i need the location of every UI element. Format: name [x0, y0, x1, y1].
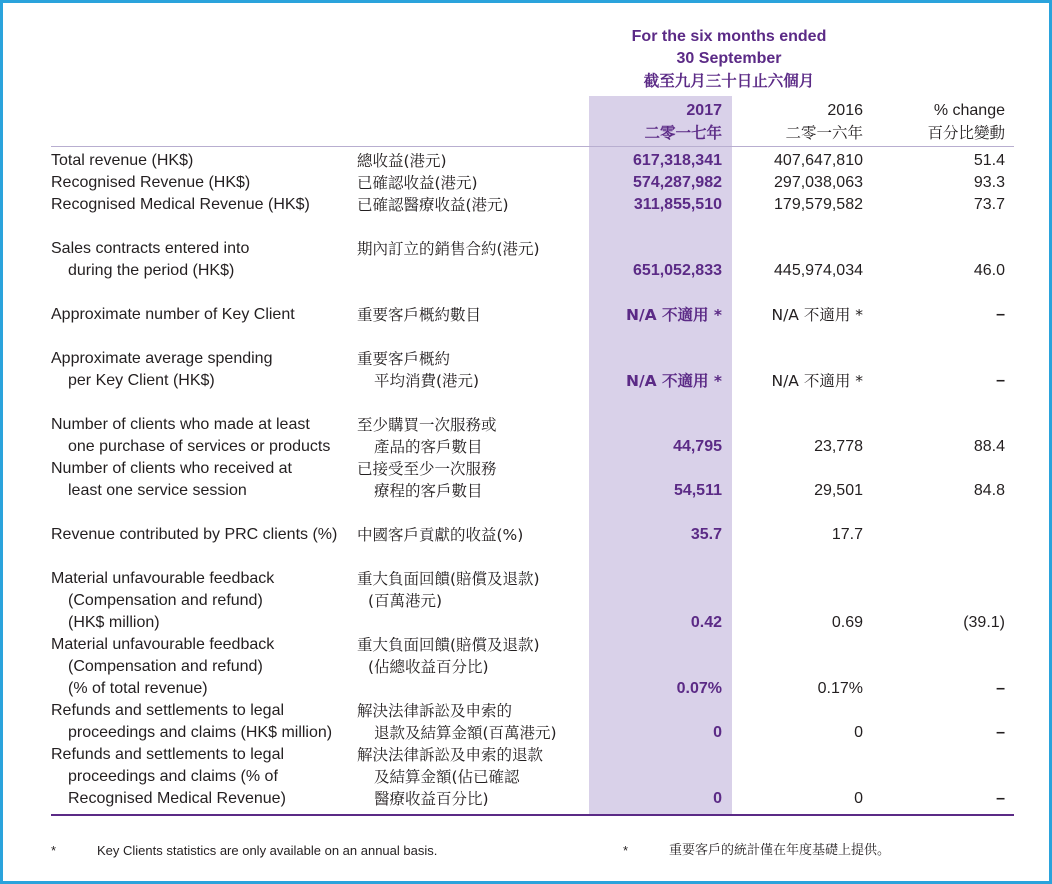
- value-2016: 29,501: [814, 482, 863, 499]
- value-change: 46.0: [973, 262, 1005, 279]
- value-2016: N/A 不適用 *: [771, 306, 863, 324]
- value-2016: 445,974,034: [774, 262, 863, 279]
- period-header-cn: 截至九月三十日止六個月: [643, 72, 815, 90]
- value-2016: 0.17%: [817, 680, 863, 697]
- row-label-cn: 至少購買一次服務或: [357, 416, 497, 434]
- value-2016: 0.69: [831, 614, 863, 631]
- row-label-en-cont: (Compensation and refund): [68, 592, 263, 609]
- row-label-cn: 重大負面回饋(賠償及退款): [357, 570, 540, 588]
- value-2017: 617,318,341: [633, 152, 722, 169]
- value-change: (39.1): [963, 614, 1005, 631]
- col-2017-header-cn: 二零一七年: [644, 124, 722, 142]
- row-label-cn: 解決法律訴訟及申索的: [357, 702, 513, 720]
- value-2017: 0.42: [690, 614, 722, 631]
- row-label-en-cont: one purchase of services or products: [68, 438, 331, 455]
- row-label-cn: 重大負面回饋(賠償及退款): [357, 636, 540, 654]
- value-2016: 17.7: [831, 526, 863, 543]
- row-label-en: Refunds and settlements to legal: [51, 746, 285, 763]
- row-label-cn: 總收益(港元): [357, 152, 447, 170]
- row-label-cn: 已確認醫療收益(港元): [357, 196, 509, 214]
- row-label-en: Refunds and settlements to legal: [51, 702, 285, 719]
- value-change: –: [996, 680, 1005, 697]
- value-2017: 651,052,833: [633, 262, 722, 279]
- value-2017: N/A 不適用 *: [625, 306, 722, 324]
- row-label-cn: 解決法律訴訟及申索的退款: [357, 746, 544, 764]
- row-label-cn: 已確認收益(港元): [357, 174, 478, 192]
- row-label-cn-cont: 產品的客戶數目: [374, 438, 483, 456]
- footnote-text-cn: 重要客戶的統計僅在年度基礎上提供。: [669, 843, 891, 858]
- row-label-en: Total revenue (HK$): [51, 152, 194, 169]
- value-change: 88.4: [973, 438, 1005, 455]
- value-2017: 574,287,982: [633, 174, 722, 191]
- row-label-cn-cont: 及結算金額(佔已確認: [374, 768, 520, 786]
- row-label-en: Recognised Revenue (HK$): [51, 174, 251, 191]
- value-2016: 179,579,582: [774, 196, 863, 213]
- col-2017-header: 2017: [686, 102, 722, 119]
- row-label-en: Material unfavourable feedback: [51, 570, 275, 587]
- col-change-header-cn: 百分比變動: [927, 124, 1005, 142]
- row-label-cn: 重要客戶概約: [357, 350, 451, 368]
- value-change: –: [996, 790, 1005, 807]
- value-change: –: [996, 372, 1005, 389]
- footnote-text-en: Key Clients statistics are only available on an annual basis.: [97, 843, 438, 858]
- row-label-en: Sales contracts entered into: [51, 240, 250, 257]
- value-2017: 35.7: [690, 526, 722, 543]
- value-2016: 297,038,063: [774, 174, 863, 191]
- row-label-en: Approximate number of Key Client: [51, 306, 295, 323]
- row-label-en-cont: Recognised Medical Revenue): [68, 790, 286, 807]
- value-2016: 0: [854, 790, 863, 807]
- value-2017: 0.07%: [676, 680, 722, 697]
- row-label-cn: 中國客戶貢獻的收益(%): [357, 526, 524, 544]
- col-2016-header-cn: 二零一六年: [785, 124, 863, 142]
- header-rule: [51, 146, 1014, 147]
- row-label-en-cont: (HK$ million): [68, 614, 160, 631]
- value-change: 93.3: [973, 174, 1005, 191]
- footnote-mark-en: *: [51, 843, 57, 858]
- row-label-cn-cont: 療程的客戶數目: [374, 482, 483, 500]
- row-label-en: Approximate average spending: [51, 350, 273, 367]
- value-2017: 44,795: [673, 438, 722, 455]
- row-label-en-cont: proceedings and claims (% of: [68, 768, 278, 785]
- value-2017: 311,855,510: [633, 196, 722, 213]
- bottom-rule: [51, 814, 1014, 816]
- row-label-en: Recognised Medical Revenue (HK$): [51, 196, 310, 213]
- row-label-en-cont: per Key Client (HK$): [68, 372, 215, 389]
- row-label-cn-cont: (百萬港元): [368, 592, 443, 610]
- value-change: –: [996, 724, 1005, 741]
- row-label-en-cont: during the period (HK$): [68, 262, 235, 279]
- col-change-header: % change: [933, 102, 1005, 119]
- value-2017: 54,511: [673, 482, 722, 499]
- row-label-cn: 期內訂立的銷售合約(港元): [357, 240, 540, 258]
- col-2016-header: 2016: [827, 102, 863, 119]
- row-label-en-cont: least one service session: [68, 482, 247, 499]
- row-label-en-cont: proceedings and claims (HK$ million): [68, 724, 333, 741]
- value-2016: 0: [854, 724, 863, 741]
- value-change: 51.4: [973, 152, 1005, 169]
- row-label-en: Number of clients who received at: [51, 460, 292, 477]
- value-2017: N/A 不適用 *: [625, 372, 722, 390]
- row-label-en: Material unfavourable feedback: [51, 636, 275, 653]
- value-change: 73.7: [973, 196, 1005, 213]
- period-header-line1: For the six months ended: [631, 28, 827, 45]
- value-2016: 23,778: [814, 438, 863, 455]
- row-label-cn-cont: 醫療收益百分比): [374, 790, 489, 808]
- row-label-en-cont: (% of total revenue): [68, 680, 208, 697]
- row-label-en: Revenue contributed by PRC clients (%): [51, 526, 338, 543]
- row-label-cn: 已接受至少一次服務: [357, 460, 497, 478]
- row-label-en-cont: (Compensation and refund): [68, 658, 263, 675]
- value-2017: 0: [713, 724, 722, 741]
- footnote-mark-cn: *: [623, 843, 629, 858]
- value-2016: N/A 不適用 *: [771, 372, 863, 390]
- value-2017: 0: [713, 790, 722, 807]
- row-label-cn-cont: 平均消費(港元): [374, 372, 480, 390]
- value-change: –: [996, 306, 1005, 323]
- value-2016: 407,647,810: [774, 152, 863, 169]
- row-label-cn-cont: (佔總收益百分比): [368, 658, 489, 676]
- row-label-en: Number of clients who made at least: [51, 416, 310, 433]
- value-change: 84.8: [973, 482, 1005, 499]
- row-label-cn-cont: 退款及結算金額(百萬港元): [374, 724, 557, 742]
- period-header-line2: 30 September: [676, 50, 782, 67]
- row-label-cn: 重要客戶概約數目: [357, 306, 482, 324]
